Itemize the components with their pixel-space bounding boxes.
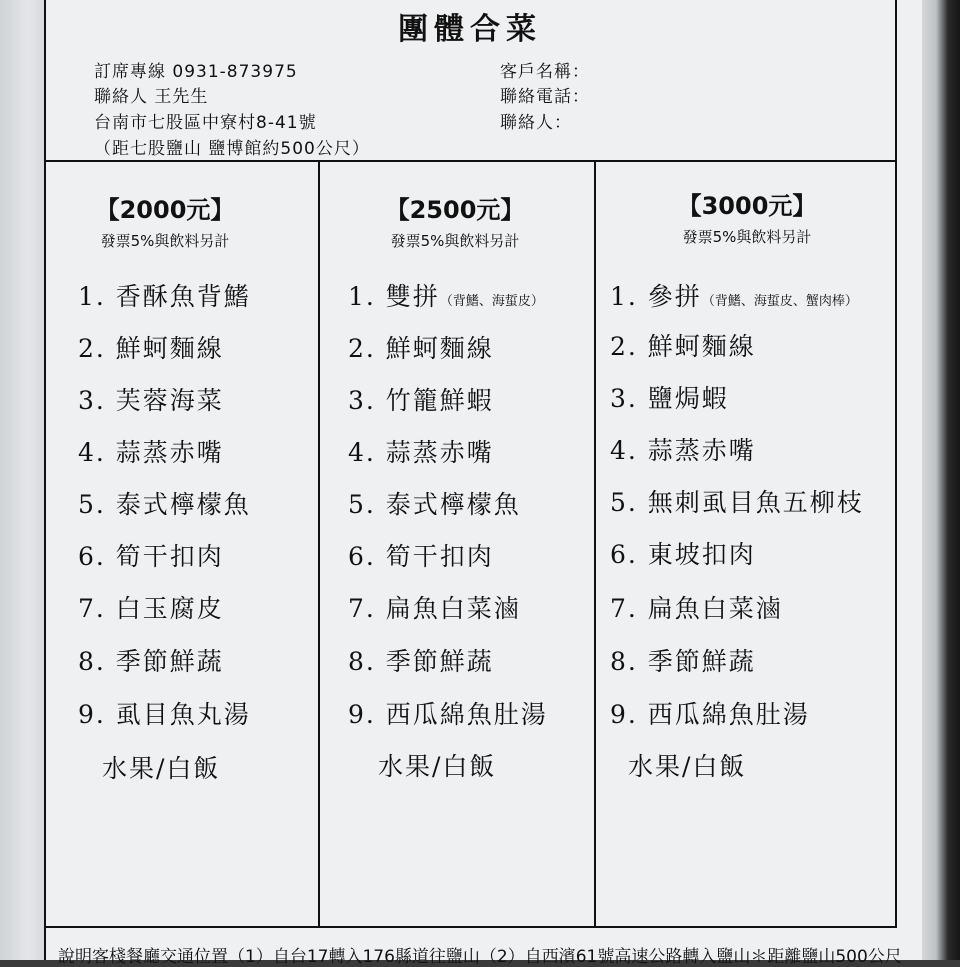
background-left-edge bbox=[0, 0, 46, 960]
dish-item: 5. 無刺虱目魚五柳枝 bbox=[610, 488, 864, 517]
dish-item: 8. 季節鮮蔬 bbox=[78, 647, 224, 676]
hotline-text: 訂席專線 0931-873975 bbox=[94, 62, 298, 82]
dish-item: 5. 泰式檸檬魚 bbox=[78, 490, 251, 519]
distance-text: （距七股鹽山 鹽博館約500公尺） bbox=[94, 139, 370, 159]
dish-item: 5. 泰式檸檬魚 bbox=[348, 490, 521, 519]
dish-item: 2. 鮮蚵麵線 bbox=[78, 334, 224, 363]
customer-name-label: 客戶名稱： bbox=[500, 62, 590, 82]
dish-item: 9. 西瓜綿魚肚湯 bbox=[348, 700, 548, 729]
dish-item-note: （背鰭、海蜇皮） bbox=[439, 294, 544, 309]
dish-item: 3. 芙蓉海菜 bbox=[78, 386, 224, 415]
border-right bbox=[895, 0, 897, 928]
menu-title: 團體合菜 bbox=[398, 12, 542, 47]
price-note: 發票5%與飲料另計 bbox=[682, 228, 812, 246]
dish-item-note: （背鰭、海蜇皮、蟹肉棒） bbox=[701, 294, 858, 309]
column-divider-2 bbox=[594, 161, 596, 927]
dish-item-name: 1. 參拼 bbox=[610, 282, 702, 311]
price-heading: 【2000元】 bbox=[95, 196, 235, 224]
dish-item: 7. 扁魚白菜滷 bbox=[610, 594, 783, 623]
dish-item: 4. 蒜蒸赤嘴 bbox=[610, 436, 756, 465]
dish-item: 8. 季節鮮蔬 bbox=[348, 647, 494, 676]
price-heading: 【2500元】 bbox=[385, 196, 525, 224]
dish-item: 2. 鮮蚵麵線 bbox=[610, 332, 756, 361]
dish-item-name: 1. 雙拼 bbox=[348, 282, 440, 311]
customer-phone-label: 聯絡電話： bbox=[500, 87, 590, 107]
dish-item: 1. 香酥魚背鰭 bbox=[78, 282, 251, 311]
dish-item-fruit-rice: 水果/白飯 bbox=[378, 752, 497, 781]
background-right-edge bbox=[920, 0, 960, 960]
dish-item: 3. 竹籠鮮蝦 bbox=[348, 386, 494, 415]
dish-item: 7. 白玉腐皮 bbox=[78, 594, 224, 623]
address-text: 台南市七股區中寮村8-41號 bbox=[94, 113, 317, 133]
dish-item: 8. 季節鮮蔬 bbox=[610, 647, 756, 676]
dish-item: 7. 扁魚白菜滷 bbox=[348, 594, 521, 623]
contact-person-text: 聯絡人 王先生 bbox=[94, 87, 209, 107]
customer-contact-label: 聯絡人： bbox=[500, 113, 572, 133]
dish-item: 6. 筍干扣肉 bbox=[78, 542, 224, 571]
footer-divider bbox=[44, 926, 897, 928]
price-heading: 【3000元】 bbox=[677, 192, 817, 220]
border-left bbox=[44, 0, 46, 960]
dish-item-fruit-rice: 水果/白飯 bbox=[102, 754, 221, 783]
dish-item bbox=[610, 277, 858, 313]
dish-item: 3. 鹽焗蝦 bbox=[610, 384, 729, 413]
dish-item-fruit-rice: 水果/白飯 bbox=[628, 752, 747, 781]
dish-item: 9. 虱目魚丸湯 bbox=[78, 700, 251, 729]
dish-item: 6. 筍干扣肉 bbox=[348, 542, 494, 571]
dish-item: 4. 蒜蒸赤嘴 bbox=[348, 438, 494, 467]
dish-item: 6. 東坡扣肉 bbox=[610, 540, 756, 569]
dish-item: 9. 西瓜綿魚肚湯 bbox=[610, 700, 810, 729]
dish-item bbox=[348, 277, 544, 313]
price-note: 發票5%與飲料另計 bbox=[390, 232, 520, 250]
column-divider-1 bbox=[318, 161, 320, 927]
footer-directions: 說明客棧餐廳交通位置（1）自台17轉入176縣道往鹽山（2）自西濱61號高速公路轉入鹽山＊距離鹽山500公尺 bbox=[58, 947, 902, 967]
dish-item: 4. 蒜蒸赤嘴 bbox=[78, 438, 224, 467]
dish-item: 2. 鮮蚵麵線 bbox=[348, 334, 494, 363]
price-note: 發票5%與飲料另計 bbox=[100, 232, 230, 250]
header-divider bbox=[44, 160, 897, 162]
